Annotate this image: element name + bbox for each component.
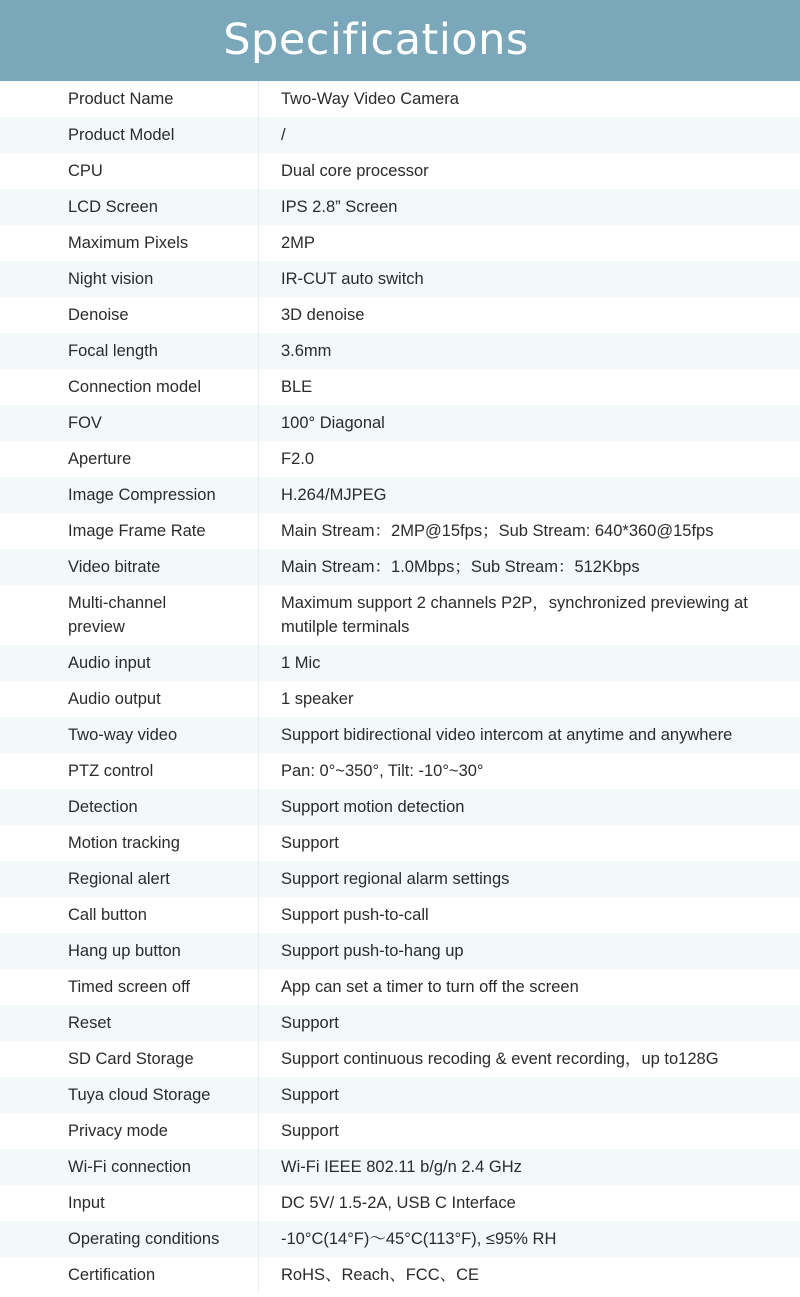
- spec-value: IPS 2.8” Screen: [281, 198, 398, 216]
- spec-row: [0, 1041, 800, 1077]
- spec-value: Support: [281, 1014, 339, 1032]
- spec-value: Pan: 0°~350°, Tilt: -10°~30°: [281, 762, 484, 780]
- spec-value: Main Stream：1.0Mbps；Sub Stream：512Kbps: [281, 558, 640, 576]
- spec-row: [0, 297, 800, 333]
- spec-row: [0, 405, 800, 441]
- spec-value: RoHS、Reach、FCC、CE: [281, 1266, 480, 1284]
- spec-name: Call button: [0, 897, 259, 933]
- spec-row: [0, 369, 800, 405]
- spec-name: FOV: [0, 405, 259, 441]
- spec-name: Motion tracking: [0, 825, 259, 861]
- spec-name: Wi-Fi connection: [0, 1149, 259, 1185]
- spec-value: 3.6mm: [281, 342, 332, 360]
- spec-row: [0, 1185, 800, 1221]
- spec-value: Support: [281, 834, 339, 852]
- spec-name: Tuya cloud Storage: [0, 1077, 259, 1113]
- spec-value: 3D denoise: [281, 306, 365, 324]
- spec-row: [0, 153, 800, 189]
- spec-value: Two-Way Video Camera: [281, 90, 459, 108]
- spec-name: Timed screen off: [0, 969, 259, 1005]
- spec-row: [0, 1221, 800, 1257]
- specifications-table-body: [0, 81, 800, 1293]
- spec-value: 2MP: [281, 234, 315, 252]
- spec-name: Two-way video: [0, 717, 259, 753]
- specifications-table: [0, 81, 800, 1293]
- spec-row: [0, 1113, 800, 1149]
- spec-row: [0, 513, 800, 549]
- spec-name: Multi-channel preview: [0, 585, 259, 645]
- spec-name: Maximum Pixels: [0, 225, 259, 261]
- spec-name: Detection: [0, 789, 259, 825]
- spec-name: Certification: [0, 1257, 259, 1293]
- spec-value: Support: [281, 1086, 339, 1104]
- spec-row: [0, 81, 800, 117]
- spec-value: -10°C(14°F)～45°C(113°F), ≤95% RH: [281, 1230, 557, 1248]
- spec-value: IR-CUT auto switch: [281, 270, 424, 288]
- spec-name: Input: [0, 1185, 259, 1221]
- spec-value: Main Stream：2MP@15fps；Sub Stream: 640*360@15fps: [281, 522, 714, 540]
- spec-row: [0, 549, 800, 585]
- spec-row: [0, 117, 800, 153]
- spec-row: [0, 1005, 800, 1041]
- spec-row: [0, 681, 800, 717]
- spec-row: [0, 189, 800, 225]
- spec-value: Wi-Fi IEEE 802.11 b/g/n 2.4 GHz: [281, 1158, 522, 1176]
- spec-value: DC 5V/ 1.5-2A, USB C Interface: [281, 1194, 516, 1212]
- spec-name: Connection model: [0, 369, 259, 405]
- spec-row: [0, 645, 800, 681]
- spec-row: [0, 261, 800, 297]
- spec-value: App can set a timer to turn off the screen: [281, 978, 579, 996]
- spec-row: [0, 861, 800, 897]
- spec-value: F2.0: [281, 450, 315, 468]
- spec-name: Image Frame Rate: [0, 513, 259, 549]
- spec-row: [0, 1149, 800, 1185]
- spec-row: [0, 585, 800, 645]
- spec-value: Support: [281, 1122, 339, 1140]
- spec-row: [0, 897, 800, 933]
- spec-name: Hang up button: [0, 933, 259, 969]
- spec-value: Maximum support 2 channels P2P，synchronized previewing at mutilple terminals: [281, 594, 748, 636]
- spec-row: [0, 933, 800, 969]
- spec-value: 100° Diagonal: [281, 414, 385, 432]
- spec-value: Support regional alarm settings: [281, 870, 510, 888]
- page-header: [0, 0, 800, 81]
- spec-row: [0, 333, 800, 369]
- spec-value: 1 Mic: [281, 654, 321, 672]
- spec-name: Image Compression: [0, 477, 259, 513]
- spec-row: [0, 1257, 800, 1293]
- spec-row: [0, 477, 800, 513]
- spec-name: CPU: [0, 153, 259, 189]
- spec-name: Audio input: [0, 645, 259, 681]
- spec-name: Video bitrate: [0, 549, 259, 585]
- spec-value: Support continuous recoding & event recording，up to128G: [281, 1050, 719, 1068]
- spec-value: H.264/MJPEG: [281, 486, 387, 504]
- spec-row: [0, 969, 800, 1005]
- spec-row: [0, 825, 800, 861]
- spec-row: [0, 717, 800, 753]
- spec-value: BLE: [281, 378, 313, 396]
- spec-value: 1 speaker: [281, 690, 354, 708]
- spec-name: Denoise: [0, 297, 259, 333]
- spec-name: Night vision: [0, 261, 259, 297]
- spec-name: Privacy mode: [0, 1113, 259, 1149]
- spec-row: [0, 753, 800, 789]
- spec-name: LCD Screen: [0, 189, 259, 225]
- spec-value: Support push-to-call: [281, 906, 429, 924]
- spec-name: Reset: [0, 1005, 259, 1041]
- spec-name: Aperture: [0, 441, 259, 477]
- spec-name: Audio output: [0, 681, 259, 717]
- spec-row: [0, 1077, 800, 1113]
- spec-name: Operating conditions: [0, 1221, 259, 1257]
- spec-name: Regional alert: [0, 861, 259, 897]
- spec-value: /: [281, 126, 286, 144]
- spec-row: [0, 225, 800, 261]
- spec-name: PTZ control: [0, 753, 259, 789]
- spec-value: Support bidirectional video intercom at anytime and anywhere: [281, 726, 733, 744]
- spec-value: Support push-to-hang up: [281, 942, 464, 960]
- spec-row: [0, 441, 800, 477]
- spec-name: Product Name: [0, 81, 259, 117]
- spec-name: SD Card Storage: [0, 1041, 259, 1077]
- page-title: Specifications: [223, 14, 529, 65]
- spec-row: [0, 789, 800, 825]
- spec-value: Support motion detection: [281, 798, 465, 816]
- spec-value: Dual core processor: [281, 162, 429, 180]
- spec-name: Product Model: [0, 117, 259, 153]
- spec-name: Focal length: [0, 333, 259, 369]
